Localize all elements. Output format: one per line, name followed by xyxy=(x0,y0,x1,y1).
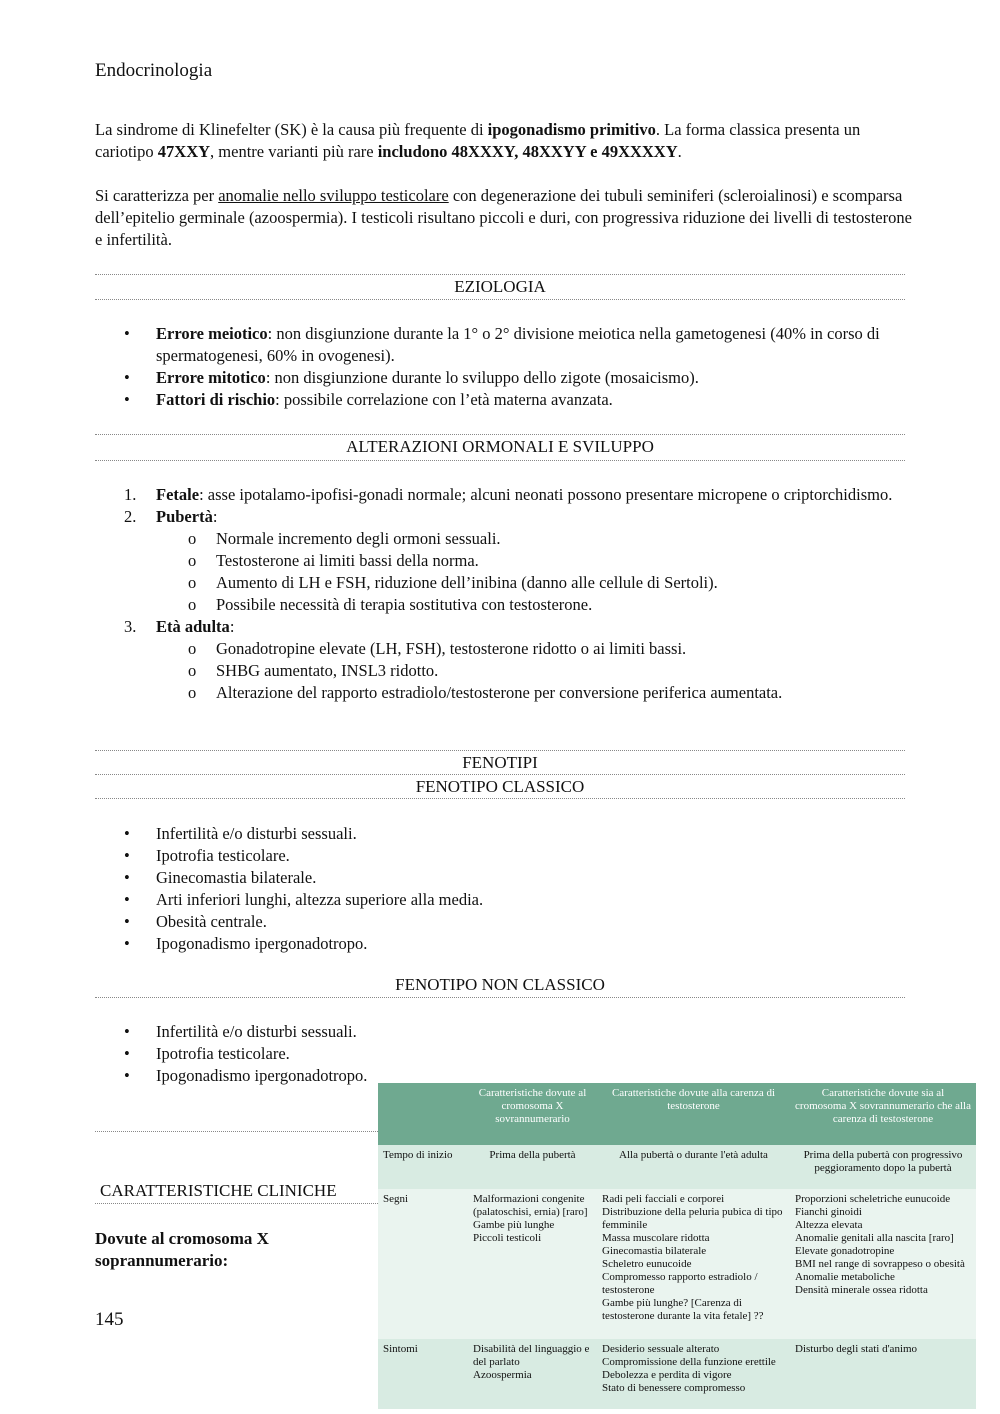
table-row xyxy=(378,1339,976,1409)
sub-text: Testosterone ai limiti bassi della norma. xyxy=(216,551,479,570)
sublist xyxy=(156,528,906,616)
item-text: : xyxy=(212,507,218,526)
item-bold: Fetale xyxy=(156,485,200,504)
cell-line: Altezza elevata xyxy=(795,1219,863,1231)
fenotipo-classico-list xyxy=(124,823,756,955)
table-header-cell: Caratteristiche dovute al cromosoma X sovrannumerario xyxy=(468,1083,597,1145)
table-cell: Alla pubertà o durante l'età adulta xyxy=(597,1145,790,1189)
cell-line: Disabilità del linguaggio e del parlato xyxy=(473,1343,590,1368)
list-item: • Ipotrofia testicolare. xyxy=(124,846,290,865)
list-item xyxy=(124,506,906,616)
item-text: : possibile correlazione con l’età materna avanzata. xyxy=(275,390,613,409)
sub-text: Gonadotropine elevate (LH, FSH), testosterone ridotto o ai limiti bassi. xyxy=(216,639,687,658)
fenotipo-non-classico-list xyxy=(124,1021,371,1087)
cell-line: Fianchi ginoidi xyxy=(795,1206,862,1218)
table-header-cell: Caratteristiche dovute sia al cromosoma X sovrannumerario che alla carenza di testosterone xyxy=(790,1083,976,1145)
text: La sindrome di Klinefelter (SK) è la causa più frequente di xyxy=(95,120,488,139)
sublist-item: o Possibile necessità di terapia sostitutiva con testosterone. xyxy=(188,595,593,614)
row-label: Segni xyxy=(378,1189,468,1339)
item-bold: Fattori di rischio xyxy=(156,390,276,409)
section-title-alterazioni: ALTERAZIONI ORMONALI E SVILUPPO xyxy=(346,437,654,456)
list-item: • Fattori di rischio: possibile correlazione con l’età materna avanzata. xyxy=(124,390,613,409)
cell-line: Piccoli testicoli xyxy=(473,1232,542,1244)
table-cell xyxy=(790,1339,976,1409)
cell-line: Azoospermia xyxy=(473,1369,532,1381)
sublist-item: o Normale incremento degli ormoni sessuali. xyxy=(188,529,501,548)
list-item: • Infertilità e/o disturbi sessuali. xyxy=(124,1022,357,1041)
list-item: • Ginecomastia bilaterale. xyxy=(124,868,317,887)
item-text: Ipotrofia testicolare. xyxy=(156,1044,290,1063)
item-text: Arti inferiori lunghi, altezza superiore alla media. xyxy=(156,890,484,909)
table-cell: Prima della pubertà con progressivo peggioramento dopo la pubertà xyxy=(790,1145,976,1189)
divider xyxy=(95,1203,378,1204)
intro-paragraph-2 xyxy=(95,185,915,251)
item-text: Ipogonadismo ipergonadotropo. xyxy=(156,1066,368,1085)
text: . La forma classica presenta un cariotipo xyxy=(95,120,861,161)
list-item: • Errore meiotico: non disgiunzione durante la 1° o 2° divisione meiotica nella gametogenesi (40% in corso di spermatogenesi, 60% in ovogenesi). xyxy=(124,324,880,365)
cell-line: Malformazioni congenite (palatoschisi, ernia) [raro] xyxy=(473,1193,588,1218)
table-cell: Prima della pubertà xyxy=(468,1145,597,1189)
item-text: : asse ipotalamo-ipofisi-gonadi normale; alcuni neonati possono presentare micropene o criptorchidismo. xyxy=(199,485,893,504)
table-row xyxy=(378,1189,976,1339)
item-text: Infertilità e/o disturbi sessuali. xyxy=(156,1022,357,1041)
divider xyxy=(95,434,905,435)
cell-line: Elevate gonadotropine xyxy=(795,1245,895,1257)
item-bold: Pubertà xyxy=(156,507,213,526)
section-title-eziologia: EZIOLOGIA xyxy=(454,277,546,296)
section-title-fenotipo-classico: FENOTIPO CLASSICO xyxy=(415,777,585,796)
cell-line: Proporzioni scheletriche eunucoide xyxy=(795,1193,951,1205)
cell-line: Distribuzione della peluria pubica di tipo femminile xyxy=(602,1206,783,1231)
cell-line: Disturbo degli stati d'animo xyxy=(795,1343,918,1355)
divider xyxy=(95,1131,378,1132)
list-item: • Ipogonadismo ipergonadotropo. xyxy=(124,934,368,953)
sublist-item: o Testosterone ai limiti bassi della norma. xyxy=(188,551,479,570)
divider xyxy=(95,774,905,775)
page-number: 145 xyxy=(95,1309,124,1330)
item-text: : non disgiunzione durante la 1° o 2° divisione meiotica nella gametogenesi (40% in corso di spermatogenesi, 60% in ovogenesi). xyxy=(156,324,880,365)
row-label: Sintomi xyxy=(378,1339,468,1409)
item-text: Ipogonadismo ipergonadotropo. xyxy=(156,934,368,953)
item-bold: Errore mitotico xyxy=(156,368,266,387)
underlined-text: anomalie nello sviluppo testicolare xyxy=(218,186,449,205)
table-cell xyxy=(597,1189,790,1339)
table-row xyxy=(378,1145,976,1189)
sublist-item: o Aumento di LH e FSH, riduzione dell’inibina (danno alle cellule di Sertoli). xyxy=(188,573,718,592)
cell-line: Densità minerale ossea ridotta xyxy=(795,1284,928,1296)
item-text: Ginecomastia bilaterale. xyxy=(156,868,317,887)
item-text: : xyxy=(229,617,235,636)
cell-line: Ginecomastia bilaterale xyxy=(602,1245,707,1257)
cell-line: Debolezza e perdita di vigore xyxy=(602,1369,732,1381)
item-text: Infertilità e/o disturbi sessuali. xyxy=(156,824,357,843)
eziologia-list xyxy=(124,323,906,411)
cell-line: Stato di benessere compromesso xyxy=(602,1382,746,1394)
cell-line: Massa muscolare ridotta xyxy=(602,1232,710,1244)
text: , mentre varianti più rare xyxy=(210,142,378,161)
list-item: • Ipogonadismo ipergonadotropo. xyxy=(124,1066,368,1085)
sublist-item: o SHBG aumentato, INSL3 ridotto. xyxy=(188,661,439,680)
sub-text: Possibile necessità di terapia sostitutiva con testosterone. xyxy=(216,595,593,614)
page-header: Endocrinologia xyxy=(95,60,213,81)
alterazioni-list xyxy=(124,484,906,704)
divider xyxy=(95,798,905,799)
table-header-cell xyxy=(378,1083,468,1145)
sub-text: Aumento di LH e FSH, riduzione dell’inibina (danno alle cellule di Sertoli). xyxy=(216,573,718,592)
cell-line: Compromesso rapporto estradiolo / testosterone xyxy=(602,1271,758,1296)
item-number: 1. xyxy=(124,485,137,504)
row-label: Tempo di inizio xyxy=(378,1145,468,1189)
item-text: Obesità centrale. xyxy=(156,912,267,931)
sublist xyxy=(156,638,906,704)
table-cell xyxy=(468,1189,597,1339)
sublist-item: o Alterazione del rapporto estradiolo/testosterone per conversione periferica aumentata. xyxy=(188,683,783,702)
text: con degenerazione dei tubuli seminiferi (scleroialinosi) e scomparsa dell’epitelio germinale (azoospermia). I testicoli risultano piccoli e duri, con progressiva riduzione dei livelli di testosterone e infertilità. xyxy=(95,186,912,249)
sub-text: Normale incremento degli ormoni sessuali. xyxy=(216,529,501,548)
item-number: 2. xyxy=(124,507,137,526)
item-bold: Errore meiotico xyxy=(156,324,268,343)
cell-line: Compromissione della funzione erettile xyxy=(602,1356,776,1368)
list-item: • Arti inferiori lunghi, altezza superiore alla media. xyxy=(124,890,484,909)
section-title-fenotipi: FENOTIPI xyxy=(462,753,538,772)
sublist-item: o Gonadotropine elevate (LH, FSH), testosterone ridotto o ai limiti bassi. xyxy=(188,639,687,658)
clinical-features-table xyxy=(378,1083,976,1409)
bold-text: ipogonadismo primitivo xyxy=(487,120,656,139)
divider xyxy=(95,460,905,461)
table-header-row xyxy=(378,1083,976,1145)
list-item: • Ipotrofia testicolare. xyxy=(124,1044,290,1063)
list-item xyxy=(124,484,906,506)
item-number: 3. xyxy=(124,617,137,636)
section-title-fenotipo-non-classico: FENOTIPO NON CLASSICO xyxy=(395,975,605,994)
sub-text: Alterazione del rapporto estradiolo/testosterone per conversione periferica aumentata. xyxy=(216,683,783,702)
list-item: • Errore mitotico: non disgiunzione durante lo sviluppo dello zigote (mosaicismo). xyxy=(124,368,699,387)
list-item: • Obesità centrale. xyxy=(124,912,267,931)
list-item xyxy=(124,616,906,704)
cell-line: Gambe più lunghe xyxy=(473,1219,555,1231)
cell-line: Gambe più lunghe? [Carenza di testosterone durante la vita fetale] ?? xyxy=(602,1297,764,1322)
list-item: • Infertilità e/o disturbi sessuali. xyxy=(124,824,357,843)
item-text: Ipotrofia testicolare. xyxy=(156,846,290,865)
divider xyxy=(95,750,905,751)
sub-text: SHBG aumentato, INSL3 ridotto. xyxy=(216,661,439,680)
divider xyxy=(95,274,905,275)
bold-text: includono 48XXXY, 48XXYY e 49XXXXY xyxy=(377,142,678,161)
cell-line: Radi peli facciali e corporei xyxy=(602,1193,725,1205)
cell-line: Scheletro eunucoide xyxy=(602,1258,692,1270)
intro-paragraph-1 xyxy=(95,119,915,163)
item-text: : non disgiunzione durante lo sviluppo dello zigote (mosaicismo). xyxy=(265,368,699,387)
clinica-subtitle: Dovute al cromosoma X soprannumerario: xyxy=(95,1229,269,1270)
text: . xyxy=(677,142,682,161)
cell-line: Desiderio sessuale alterato xyxy=(602,1343,720,1355)
item-bold: Età adulta xyxy=(156,617,230,636)
divider xyxy=(95,997,905,998)
text: Si caratterizza per xyxy=(95,186,219,205)
table-cell xyxy=(597,1339,790,1409)
table-header-cell: Caratteristiche dovute alla carenza di testosterone xyxy=(597,1083,790,1145)
cell-line: BMI nel range di sovrappeso o obesità xyxy=(795,1258,965,1270)
cell-line: Anomalie metaboliche xyxy=(795,1271,895,1283)
section-title-caratteristiche-cliniche: CARATTERISTICHE CLINICHE xyxy=(100,1181,337,1200)
cell-line: Anomalie genitali alla nascita [raro] xyxy=(795,1232,954,1244)
table-cell xyxy=(468,1339,597,1409)
table-cell xyxy=(790,1189,976,1339)
divider xyxy=(95,299,905,300)
bold-text: 47XXY xyxy=(157,142,211,161)
